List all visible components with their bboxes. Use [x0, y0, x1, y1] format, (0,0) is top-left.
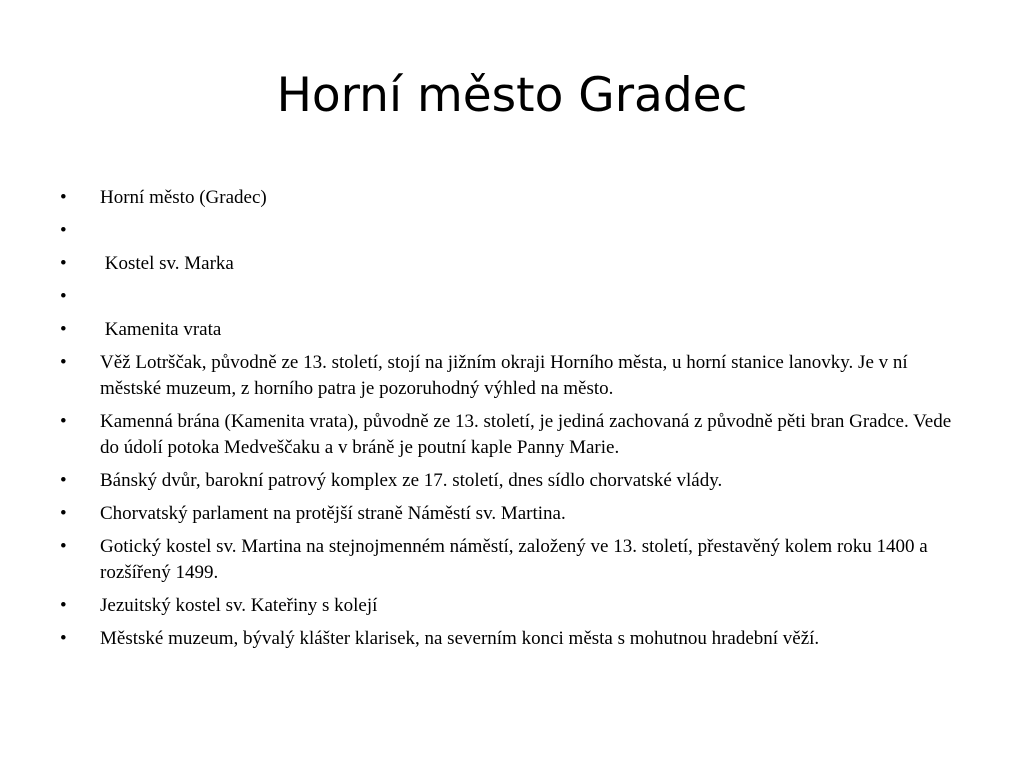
- bullet-icon: •: [60, 220, 67, 241]
- bullet-icon: •: [60, 536, 67, 557]
- list-item: [60, 409, 960, 461]
- list-item: [60, 534, 960, 586]
- bullet-text: Jezuitský kostel sv. Kateřiny s kolejí: [100, 595, 378, 616]
- bullet-list: [60, 185, 960, 659]
- list-item: [60, 501, 960, 527]
- bullet-text: Věž Lotrščak, původně ze 13. století, stojí na jižním okraji Horního města, u horní stanice lanovky. Je v ní městské muzeum, z horního patra je pozoruhodný výhled na město.: [100, 352, 913, 399]
- list-item: [60, 468, 960, 494]
- list-item: [60, 317, 960, 343]
- bullet-icon: •: [60, 470, 67, 491]
- bullet-text: Chorvatský parlament na protější straně Náměstí sv. Martina.: [100, 503, 566, 524]
- bullet-text: Horní město (Gradec): [100, 187, 267, 208]
- list-item: [60, 626, 960, 652]
- bullet-icon: •: [60, 411, 67, 432]
- list-item: [60, 284, 960, 310]
- list-item: [60, 251, 960, 277]
- bullet-icon: •: [60, 628, 67, 649]
- bullet-icon: •: [60, 286, 67, 307]
- bullet-icon: •: [60, 503, 67, 524]
- bullet-icon: •: [60, 187, 67, 208]
- bullet-icon: •: [60, 352, 67, 373]
- bullet-text: Kostel sv. Marka: [100, 253, 234, 274]
- list-item: [60, 593, 960, 619]
- bullet-icon: •: [60, 319, 67, 340]
- slide-title: Horní město Gradec: [276, 68, 748, 123]
- list-item: [60, 218, 960, 244]
- bullet-text: Kamenná brána (Kamenita vrata), původně ze 13. století, je jediná zachovaná z původně pěti bran Gradce. Vede do údolí potoka Medveščaku a v bráně je poutní kaple Panny Marie.: [100, 411, 956, 458]
- bullet-icon: •: [60, 595, 67, 616]
- bullet-text: Gotický kostel sv. Martina na stejnojmenném náměstí, založený ve 13. století, přestavěný kolem roku 1400 a rozšířený 1499.: [100, 536, 933, 583]
- bullet-icon: •: [60, 253, 67, 274]
- bullet-text: Městské muzeum, bývalý klášter klarisek, na severním konci města s mohutnou hradební věží.: [100, 628, 820, 649]
- bullet-text: Bánský dvůr, barokní patrový komplex ze 17. století, dnes sídlo chorvatské vlády.: [100, 470, 723, 491]
- list-item: [60, 185, 960, 211]
- bullet-text: Kamenita vrata: [100, 319, 222, 340]
- list-item: [60, 350, 960, 402]
